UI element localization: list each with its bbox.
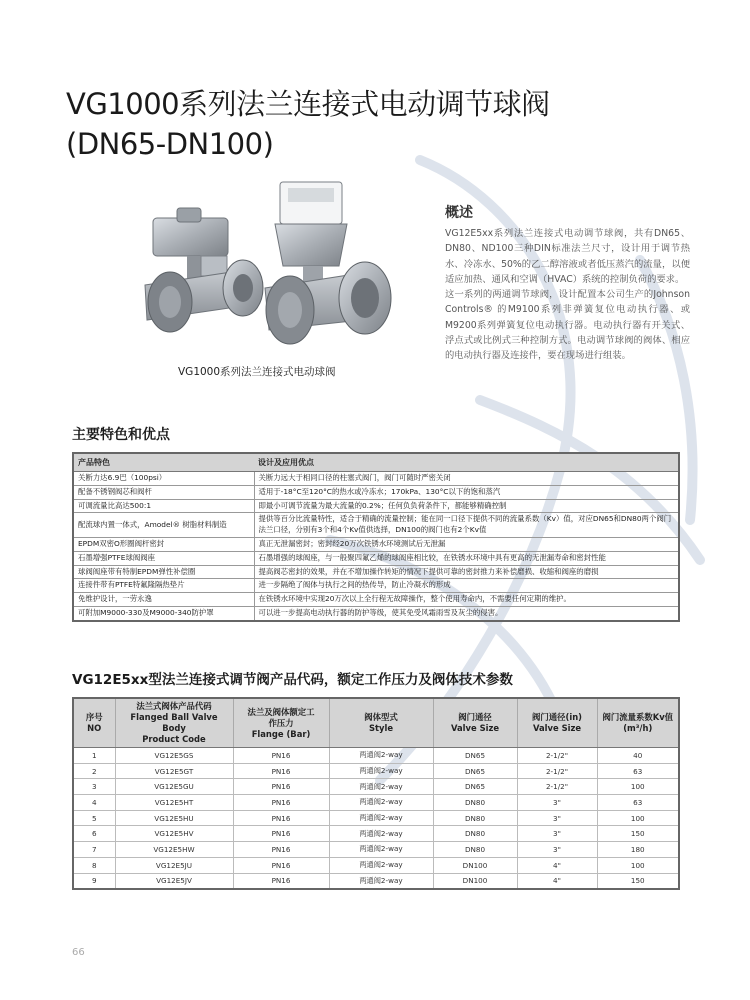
kv-cell: 180: [597, 842, 679, 858]
table-row: [73, 826, 679, 842]
valve-size-cell: DN100: [433, 873, 517, 889]
product-code-table: [72, 697, 680, 890]
pressure-cell: PN16: [233, 826, 329, 842]
table-row: [73, 873, 679, 889]
kv-cell: 40: [597, 748, 679, 764]
feature-cell: 可附加M9000-330及M9000-340防护罩: [73, 606, 254, 620]
no-cell: 2: [73, 763, 115, 779]
kv-cell: 100: [597, 810, 679, 826]
product-code-cell: VG12E5HT: [115, 795, 233, 811]
column-header-style: 阀体型式 Style: [329, 698, 433, 748]
no-cell: 1: [73, 748, 115, 764]
title-line-1: VG1000系列法兰连接式电动调节球阀: [66, 87, 550, 121]
column-header: 产品特色: [73, 453, 254, 472]
table-row: [73, 565, 679, 579]
valve-size-cell: DN80: [433, 795, 517, 811]
page-title: [66, 84, 550, 164]
feature-cell: EPDM双密O形圈阀杆密封: [73, 537, 254, 551]
valve-size-in-cell: 4": [517, 857, 597, 873]
valve-size-in-cell: 2-1/2": [517, 779, 597, 795]
style-cell: 两通阀2-way: [329, 795, 433, 811]
valve-size-cell: DN80: [433, 810, 517, 826]
feature-cell: 石墨增强PTFE球阀阀座: [73, 551, 254, 565]
table-row: [73, 763, 679, 779]
valve-size-in-cell: 3": [517, 795, 597, 811]
valve-size-cell: DN80: [433, 842, 517, 858]
benefit-cell: 提供等百分比流量特性，适合于精确的流量控制；能在同一口径下提供不同的流量系数（Kv）值，对应DN65和DN80两个阀门法兰口径，分别有3个和4个Kv值供选择，DN100的阀门也有2个Kv值: [254, 513, 679, 538]
no-cell: 7: [73, 842, 115, 858]
kv-cell: 150: [597, 826, 679, 842]
pressure-cell: PN16: [233, 842, 329, 858]
valve-left: [145, 208, 263, 332]
valve-size-cell: DN65: [433, 763, 517, 779]
benefit-cell: 石墨增强的球阀座，与一般聚四氟乙烯的球阀座相比较，在铁锈水环境中具有更高的无泄漏寿命和密封性能: [254, 551, 679, 565]
valve-size-in-cell: 2-1/2": [517, 763, 597, 779]
page-number: 66: [72, 947, 85, 958]
valve-size-in-cell: 3": [517, 842, 597, 858]
features-heading: 主要特色和优点: [72, 427, 170, 443]
no-cell: 8: [73, 857, 115, 873]
pressure-cell: PN16: [233, 795, 329, 811]
column-header-pressure: 法兰及阀体额定工 作压力 Flange (Bar): [233, 698, 329, 748]
valve-size-cell: DN65: [433, 748, 517, 764]
image-caption: VG1000系列法兰连接式电动球阀: [178, 366, 336, 378]
product-code-cell: VG12E5HV: [115, 826, 233, 842]
table-row: [73, 499, 679, 513]
valve-size-cell: DN65: [433, 779, 517, 795]
table-row: [73, 513, 679, 538]
benefit-cell: 真正无泄漏密封；密封经20万次铁锈水环境测试后无泄漏: [254, 537, 679, 551]
kv-cell: 150: [597, 873, 679, 889]
table-row: [73, 842, 679, 858]
style-cell: 两通阀2-way: [329, 857, 433, 873]
kv-cell: 100: [597, 779, 679, 795]
table-row: [73, 795, 679, 811]
product-code-cell: VG12E5HW: [115, 842, 233, 858]
valve-right: [265, 182, 391, 344]
benefit-cell: 进一步隔绝了阀体与执行之间的热传导，防止冷凝水的形成: [254, 579, 679, 593]
product-code-cell: VG12E5GS: [115, 748, 233, 764]
style-cell: 两通阀2-way: [329, 810, 433, 826]
no-cell: 3: [73, 779, 115, 795]
style-cell: 两通阀2-way: [329, 763, 433, 779]
table-row: [73, 593, 679, 607]
table-row: [73, 472, 679, 486]
kv-cell: 63: [597, 763, 679, 779]
title-line-2: (DN65-DN100): [66, 127, 274, 161]
feature-cell: 免维护设计，一劳永逸: [73, 593, 254, 607]
feature-cell: 连接件带有PTFE特氟隆隔热垫片: [73, 579, 254, 593]
column-header: 设计及应用优点: [254, 453, 679, 472]
table-row: [73, 748, 679, 764]
valve-size-in-cell: 3": [517, 826, 597, 842]
product-code-cell: VG12E5HU: [115, 810, 233, 826]
benefit-cell: 即最小可调节流量为最大流量的0.2%；任何负负荷条件下，都能够精确控制: [254, 499, 679, 513]
benefit-cell: 可以进一步提高电动执行器的防护等级，使其免受风霜雨雪及灰尘的侵害。: [254, 606, 679, 620]
style-cell: 两通阀2-way: [329, 842, 433, 858]
table-row: [73, 810, 679, 826]
pressure-cell: PN16: [233, 857, 329, 873]
valve-product-image: [125, 170, 425, 380]
pressure-cell: PN16: [233, 810, 329, 826]
valve-size-in-cell: 4": [517, 873, 597, 889]
benefit-cell: 关断力远大于相同口径的柱塞式阀门，阀门可随时严密关闭: [254, 472, 679, 486]
valve-size-in-cell: 3": [517, 810, 597, 826]
column-header-valve-size-in: 阀门通径(in) Valve Size: [517, 698, 597, 748]
table-row: [73, 485, 679, 499]
no-cell: 9: [73, 873, 115, 889]
column-header-valve-size: 阀门通径 Valve Size: [433, 698, 517, 748]
feature-cell: 配流球内置一体式，Amodel® 树脂材料制造: [73, 513, 254, 538]
pressure-cell: PN16: [233, 763, 329, 779]
style-cell: 两通阀2-way: [329, 748, 433, 764]
table-row: [73, 551, 679, 565]
kv-cell: 63: [597, 795, 679, 811]
table-header-row: [73, 698, 679, 748]
feature-cell: 配备不锈钢阀芯和阀杆: [73, 485, 254, 499]
table-header-row: [73, 453, 679, 472]
pressure-cell: PN16: [233, 748, 329, 764]
table-row: [73, 779, 679, 795]
products-heading: VG12E5xx型法兰连接式调节阀产品代码，额定工作压力及阀体技术参数: [72, 672, 513, 688]
style-cell: 两通阀2-way: [329, 826, 433, 842]
table-row: [73, 579, 679, 593]
product-code-cell: VG12E5GU: [115, 779, 233, 795]
style-cell: 两通阀2-way: [329, 873, 433, 889]
no-cell: 6: [73, 826, 115, 842]
overview-paragraph: VG12E5xx系列法兰连接式电动调节球阀，共有DN65、DN80、ND100三种DIN标准法兰尺寸，设计用于调节热水、冷冻水、50%的乙二醇溶液或者低压蒸汽的流量，以便适应加热、通风和空调（HVAC）系统的控制负荷的要求。: [445, 228, 690, 285]
table-row: [73, 537, 679, 551]
features-table: [72, 452, 680, 622]
benefit-cell: 在铁锈水环境中实现20万次以上全行程无故障操作，整个使用寿命内，不需要任何定期的维护。: [254, 593, 679, 607]
feature-cell: 球阀阀座带有特制EPDM弹性补偿圈: [73, 565, 254, 579]
pressure-cell: PN16: [233, 779, 329, 795]
valve-size-cell: DN80: [433, 826, 517, 842]
product-code-cell: VG12E5JV: [115, 873, 233, 889]
overview-paragraph: 这一系列的两通调节球阀，设计配置本公司生产的Johnson Controls® 的M9100系列非弹簧复位电动执行器、或M9200系列弹簧复位电动执行器。电动执行器有开关式、浮点式或比例式三种控制方式。电动调节球阀的阀体、相应的电动执行器及连接件，要在现场进行组装。: [445, 289, 690, 362]
style-cell: 两通阀2-way: [329, 779, 433, 795]
no-cell: 4: [73, 795, 115, 811]
overview-heading: 概述: [445, 205, 473, 221]
feature-cell: 可调流量比高达500:1: [73, 499, 254, 513]
benefit-cell: 提高阀芯密封的效果，并在不增加操作转矩的情况下提供可靠的密封推力来补偿磨损、收缩和阀座的磨损: [254, 565, 679, 579]
column-header-no: 序号 NO: [73, 698, 115, 748]
no-cell: 5: [73, 810, 115, 826]
valve-size-cell: DN100: [433, 857, 517, 873]
valve-size-in-cell: 2-1/2": [517, 748, 597, 764]
benefit-cell: 适用于-18°C至120°C的热水或冷冻水；170kPa、130°C以下的饱和蒸汽: [254, 485, 679, 499]
table-row: [73, 857, 679, 873]
kv-cell: 100: [597, 857, 679, 873]
pressure-cell: PN16: [233, 873, 329, 889]
table-row: [73, 606, 679, 620]
product-code-cell: VG12E5GT: [115, 763, 233, 779]
product-code-cell: VG12E5JU: [115, 857, 233, 873]
overview-text: [445, 226, 690, 364]
column-header-kv: 阀门流量系数Kv值 (m³/h): [597, 698, 679, 748]
column-header-product-code: 法兰式阀体产品代码 Flanged Ball Valve Body Product Code: [115, 698, 233, 748]
feature-cell: 关断力达6.9巴（100psi）: [73, 472, 254, 486]
